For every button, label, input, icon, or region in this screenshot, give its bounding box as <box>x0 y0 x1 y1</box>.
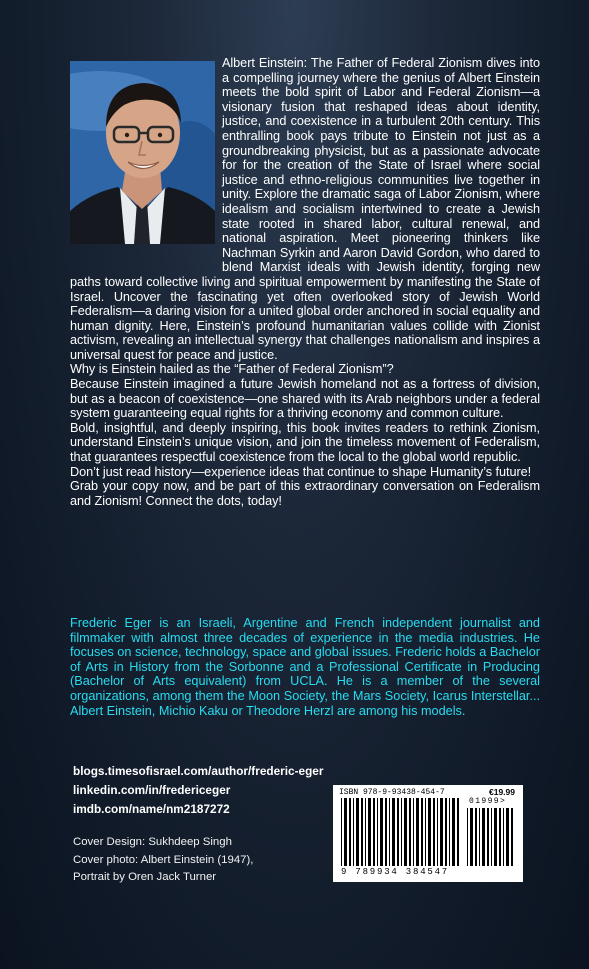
linkedin-link[interactable]: linkedin.com/in/fredericeger <box>73 783 231 797</box>
barcode-bar <box>361 798 363 866</box>
imdb-link[interactable]: imdb.com/name/nm2187272 <box>73 802 230 816</box>
barcode-bar <box>401 798 402 866</box>
barcode-bar <box>392 798 395 866</box>
barcode-bar <box>457 798 459 866</box>
blog-link[interactable]: blogs.timesofisrael.com/author/frederic-eger <box>73 764 324 778</box>
barcode-bar <box>389 798 390 866</box>
description-paragraph: Albert Einstein: The Father of Federal Zionism dives into a compelling journey where the genius of Albert Einstein meets the bold spirit of Labor and Federal Zionism—a visionary fusion that reshaped ideas about identity, justice, and coexistence in a turbulent 20th century. This enthralling book pays tribute to Einstein not just as a groundbreaking physicist, but as a passionate advocate for for the creation of the State of Israel where social justice and ethno-religious communities live together in unity. Explore the dramatic saga of Labor Zionism, where idealism and socialism intertwined to create a Jewish state rooted in shared labor, cultural renewal, and national aspiration. Meet pioneering thinkers like Nachman Syrkin and Aaron David Gordon, who dared to blend Marxist ideals with Jewish identity, forging new paths toward collective living and spiritual empowerment by manifesting the State of Israel. Uncover the fascinating yet often overlooked story of Jewish World Federalism—a daring vision for a united global order anchored in social equality and human dignity. Here, Einstein’s profound humanitarian values collide with Zionist activism, revealing an intellectual synergy that challenges nationalism and inspires a universal quest for peace and justice. <box>70 56 540 362</box>
author-biography: Frederic Eger is an Israeli, Argentine and French independent journalist and filmmaker with almost three decades of experience in the media industries. He focuses on science, technology, space and global issues. Frederic holds a Bachelor of Arts in History from the Sorbonne and a Professional Certificate in Producing (Bachelor of Arts equivalent) from UCLA. He is a member of the several organizations, among them the Moon Society, the Mars Society, Icarus Interstellar... Albert Einstein, Michio Kaku or Theodore Herzl are among his models. <box>70 616 540 718</box>
isbn-number: ISBN 978-9-93438-454-7 <box>339 788 445 797</box>
barcode-bar <box>428 798 431 866</box>
author-links <box>73 762 333 819</box>
barcode-addon-bars <box>467 808 515 866</box>
barcode-bar <box>503 808 504 866</box>
isbn-barcode <box>333 785 523 882</box>
barcode-bar <box>506 808 509 866</box>
barcode-bar <box>425 798 426 866</box>
barcode-bar <box>404 798 407 866</box>
description-paragraph: Don’t just read history—experience ideas that continue to shape Humanity’s future! <box>70 464 532 479</box>
barcode-bars <box>341 798 463 866</box>
barcode-bar <box>479 808 480 866</box>
barcode-bar <box>449 798 450 866</box>
barcode-bar <box>487 808 489 866</box>
barcode-bar <box>353 798 354 866</box>
barcode-bar <box>373 798 375 866</box>
barcode-bar <box>475 808 477 866</box>
barcode-bar <box>385 798 387 866</box>
barcode-addon-digits: 01999> <box>469 797 507 806</box>
barcode-bar <box>349 798 351 866</box>
price-label: €19.99 <box>489 787 515 797</box>
barcode-digits: 9 789934 384547 <box>341 867 450 877</box>
barcode-bar <box>413 798 414 866</box>
barcode-bar <box>365 798 366 866</box>
credit-line: Cover Design: Sukhdeep Singh <box>73 836 232 848</box>
credit-line: Cover photo: Albert Einstein (1947), <box>73 853 254 866</box>
credit-line: Portrait by Oren Jack Turner <box>73 871 217 883</box>
description-question: Why is Einstein hailed as the “Father of Federal Zionism”? <box>70 362 394 377</box>
barcode-bar <box>368 798 371 866</box>
description-paragraph: Bold, insightful, and deeply inspiring, this book invites readers to rethink Zionism, understand Einstein’s unique vision, and join the timeless movement of Federalism, that guarantees respectful coexistence from the local to the global world republic. <box>70 420 540 465</box>
barcode-bar <box>467 808 468 866</box>
barcode-bar <box>356 798 359 866</box>
description-call-to-action: Grab your copy now, and be part of this extraordinary conversation on Federalism and Zionism! Connect the dots, today! <box>70 479 540 508</box>
barcode-bar <box>499 808 501 866</box>
barcode-bar <box>494 808 497 866</box>
barcode-bar <box>482 808 485 866</box>
barcode-bar <box>445 798 447 866</box>
barcode-bar <box>416 798 419 866</box>
barcode-bar <box>437 798 438 866</box>
barcode-bar <box>511 808 513 866</box>
barcode-bar <box>452 798 455 866</box>
barcode-bar <box>397 798 399 866</box>
barcode-bar <box>433 798 435 866</box>
barcode-bar <box>409 798 411 866</box>
barcode-bar <box>377 798 378 866</box>
book-description <box>70 56 540 508</box>
barcode-bar <box>344 798 347 866</box>
barcode-bar <box>380 798 383 866</box>
barcode-bar <box>421 798 423 866</box>
cover-credits <box>73 834 313 887</box>
description-paragraph: Because Einstein imagined a future Jewish homeland not as a fortress of division, but as a beacon of coexistence—one shared with its Arab neighbors under a federal system guaranteeing equal rights for a thriving economy and common culture. <box>70 377 540 421</box>
barcode-bar <box>470 808 473 866</box>
barcode-bar <box>491 808 492 866</box>
barcode-bar <box>440 798 443 866</box>
barcode-bar <box>341 798 342 866</box>
